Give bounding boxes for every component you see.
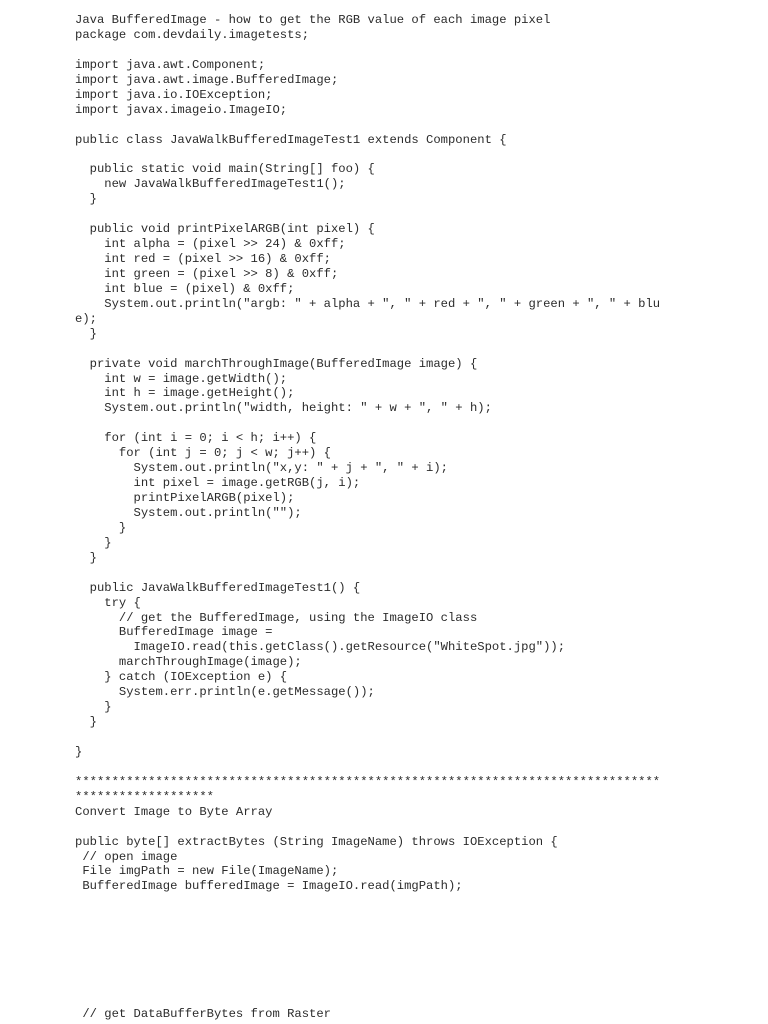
code-line: int w = image.getWidth(); bbox=[75, 371, 288, 386]
code-line: } bbox=[75, 192, 97, 207]
code-line: BufferedImage image = bbox=[75, 625, 273, 640]
code-line bbox=[75, 760, 660, 775]
code-line: } catch (IOException e) { bbox=[75, 670, 288, 685]
code-line: public class JavaWalkBufferedImageTest1 extends Component { bbox=[75, 132, 507, 147]
code-listing-main bbox=[75, 13, 660, 894]
code-line: } bbox=[75, 326, 97, 341]
code-line: for (int i = 0; i < h; i++) { bbox=[75, 431, 317, 446]
code-line: // open image bbox=[75, 849, 178, 864]
code-line: int h = image.getHeight(); bbox=[75, 386, 295, 401]
code-line: ******************************************************************************** bbox=[75, 774, 661, 789]
code-line: System.out.println("width, height: " + w + ", " + h); bbox=[75, 401, 492, 416]
code-line bbox=[75, 342, 660, 357]
code-line: } bbox=[75, 520, 127, 535]
code-line: for (int j = 0; j < w; j++) { bbox=[75, 446, 331, 461]
code-line: } bbox=[75, 700, 112, 715]
code-line: int alpha = (pixel >> 24) & 0xff; bbox=[75, 237, 346, 252]
code-line: System.out.println("x,y: " + j + ", " + i); bbox=[75, 461, 448, 476]
code-line: Java BufferedImage - how to get the RGB value of each image pixel bbox=[75, 13, 551, 27]
code-line: e); bbox=[75, 311, 97, 326]
code-line bbox=[75, 820, 660, 835]
code-line: marchThroughImage(image); bbox=[75, 655, 302, 670]
code-line: printPixelARGB(pixel); bbox=[75, 491, 295, 505]
code-line: Convert Image to Byte Array bbox=[75, 804, 273, 819]
code-line: int red = (pixel >> 16) & 0xff; bbox=[75, 252, 331, 266]
code-line: } bbox=[75, 550, 97, 565]
code-line: ******************* bbox=[75, 789, 214, 804]
code-line bbox=[75, 118, 660, 133]
code-line: } bbox=[75, 535, 112, 550]
code-line: System.err.println(e.getMessage()); bbox=[75, 685, 375, 700]
code-line: public byte[] extractBytes (String ImageName) throws IOException { bbox=[75, 834, 558, 849]
code-line: private void marchThroughImage(BufferedImage image) { bbox=[75, 356, 478, 371]
code-line: System.out.println("argb: " + alpha + ", " + red + ", " + green + ", " + blu bbox=[75, 296, 661, 311]
code-line: package com.devdaily.imagetests; bbox=[75, 27, 310, 42]
code-line: new JavaWalkBufferedImageTest1(); bbox=[75, 177, 346, 192]
code-line bbox=[75, 416, 660, 431]
code-line: import java.awt.Component; bbox=[75, 57, 266, 72]
code-listing-continuation bbox=[75, 1007, 331, 1022]
code-line bbox=[75, 147, 660, 162]
code-line: BufferedImage bufferedImage = ImageIO.read(imgPath); bbox=[75, 879, 463, 894]
code-line: public void printPixelARGB(int pixel) { bbox=[75, 222, 375, 237]
code-line bbox=[75, 566, 660, 581]
code-line: } bbox=[75, 715, 97, 730]
code-line: // get the BufferedImage, using the ImageIO class bbox=[75, 610, 478, 625]
code-line bbox=[75, 207, 660, 222]
code-line: int blue = (pixel) & 0xff; bbox=[75, 281, 295, 296]
code-line bbox=[75, 43, 660, 58]
code-line: File imgPath = new File(ImageName); bbox=[75, 864, 339, 879]
code-line: public static void main(String[] foo) { bbox=[75, 162, 375, 177]
code-line bbox=[75, 730, 660, 745]
code-line: public JavaWalkBufferedImageTest1() { bbox=[75, 580, 361, 595]
code-line: int pixel = image.getRGB(j, i); bbox=[75, 476, 361, 491]
code-line: import java.awt.image.BufferedImage; bbox=[75, 72, 339, 87]
code-line: // get DataBufferBytes from Raster bbox=[75, 1007, 331, 1021]
code-line: import java.io.IOException; bbox=[75, 87, 273, 102]
code-line: } bbox=[75, 744, 83, 759]
code-line: try { bbox=[75, 595, 141, 610]
code-line: System.out.println(""); bbox=[75, 505, 302, 520]
code-line: import javax.imageio.ImageIO; bbox=[75, 102, 288, 117]
code-line: int green = (pixel >> 8) & 0xff; bbox=[75, 266, 339, 281]
code-line: ImageIO.read(this.getClass().getResource("WhiteSpot.jpg")); bbox=[75, 640, 566, 655]
